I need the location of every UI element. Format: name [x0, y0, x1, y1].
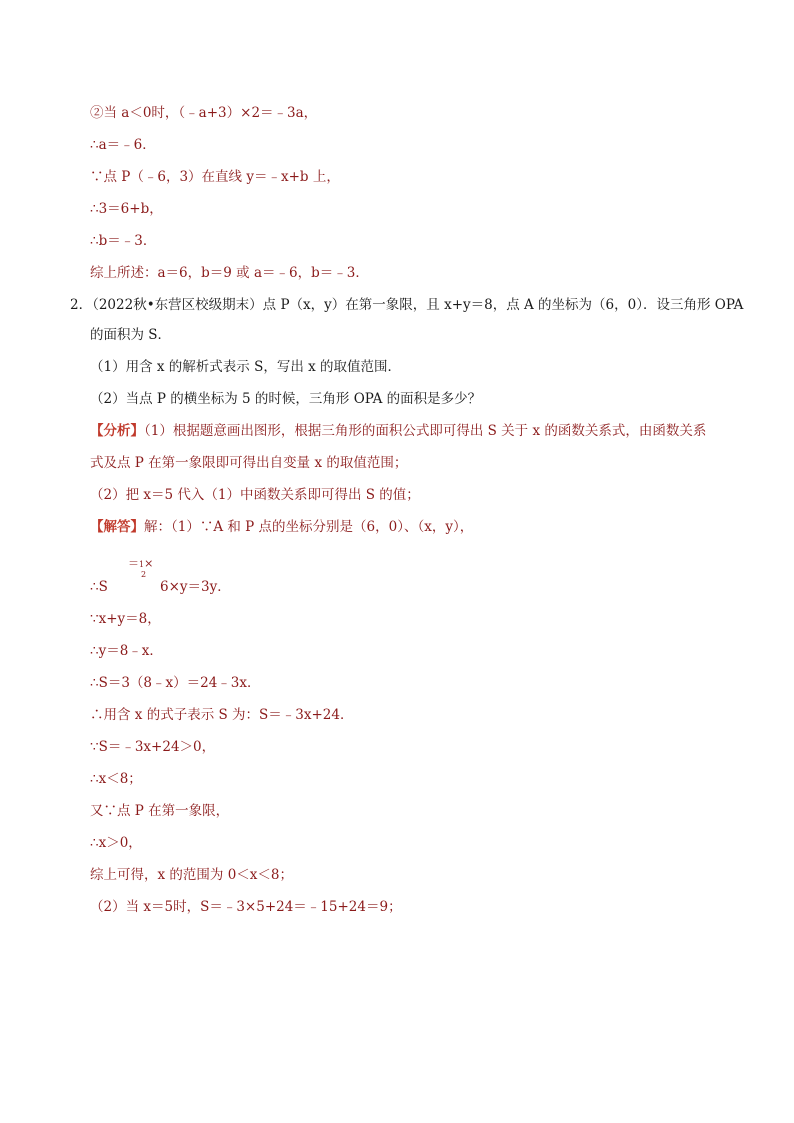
sub-question-2: （2）当点 P 的横坐标为 5 的时候，三角形 OPA 的面积是多少？ — [90, 391, 482, 407]
answer-line: 又∵点 P 在第一象限， — [90, 803, 230, 819]
question-number: 2． — [70, 297, 93, 313]
answer-s-rest: 6×y＝3y． — [160, 579, 231, 595]
answer-line: ∴S＝3（8﹣x）＝24﹣3x． — [90, 675, 261, 691]
answer-line: ∴y＝8﹣x． — [90, 643, 163, 659]
question-stem — [70, 296, 743, 314]
solution-line: ∴b＝﹣3． — [90, 233, 157, 249]
answer-tag: 【解答】 — [90, 519, 144, 535]
question-source: （2022秋•东营区校级期末） — [92, 297, 263, 313]
analysis-line: （2）把 x＝5 代入（1）中函数关系即可得出 S 的值； — [90, 487, 420, 503]
answer-line: ∴x＞0， — [90, 835, 142, 851]
answer-intro: 解：（1）∵A 和 P 点的坐标分别是（6，0）、（x，y）， — [144, 519, 474, 535]
answer-line: （2）当 x＝5时，S＝﹣3×5+24＝﹣15+24＝9； — [90, 899, 402, 915]
answer-line: ∴x＜8； — [90, 771, 142, 787]
question-stem-cont: 的面积为 S． — [90, 327, 172, 343]
answer-line — [90, 518, 473, 536]
analysis-tag: 【分析】 — [90, 423, 144, 439]
analysis-line: 式及点 P 在第一象限即可得出自变量 x 的取值范围； — [90, 455, 408, 471]
analysis-line — [90, 422, 706, 440]
analysis-text: （1）根据题意画出图形，根据三角形的面积公式即可得出 S 关于 x 的函数关系式，由函数关系 — [144, 423, 707, 439]
fraction-bar — [141, 568, 146, 581]
answer-s-prefix: ∴S — [90, 579, 108, 595]
answer-line: ∵S＝﹣3x+24＞0， — [90, 739, 216, 755]
fraction-equals: ＝ — [128, 557, 139, 570]
fraction-denominator: 2 — [141, 570, 147, 579]
solution-line: 综上所述：a＝6，b＝9 或 a＝﹣6，b＝﹣3． — [90, 265, 369, 281]
answer-line: ∵x+y＝8， — [90, 611, 161, 627]
sub-question-1: （1）用含 x 的解析式表示 S，写出 x 的取值范围． — [90, 359, 402, 375]
fraction-times: × — [144, 557, 154, 570]
question-text: 点 P（x，y）在第一象限，且 x+y＝8，点 A 的坐标为（6，0）．设三角形 OPA — [262, 297, 744, 313]
solution-line: ∴a＝﹣6． — [90, 137, 156, 153]
solution-line: ∴3＝6+b， — [90, 201, 163, 217]
answer-line: 综上可得，x 的范围为 0＜x＜8； — [90, 867, 293, 883]
solution-line: ∵点 P（﹣6，3）在直线 y＝﹣x+b 上， — [90, 169, 340, 185]
solution-line: ②当 a＜0时，（﹣a+3）×2＝﹣3a， — [90, 105, 318, 121]
answer-line: ∴用含 x 的式子表示 S 为：S＝﹣3x+24． — [90, 707, 354, 723]
fraction-numerator: 1 — [139, 560, 145, 569]
